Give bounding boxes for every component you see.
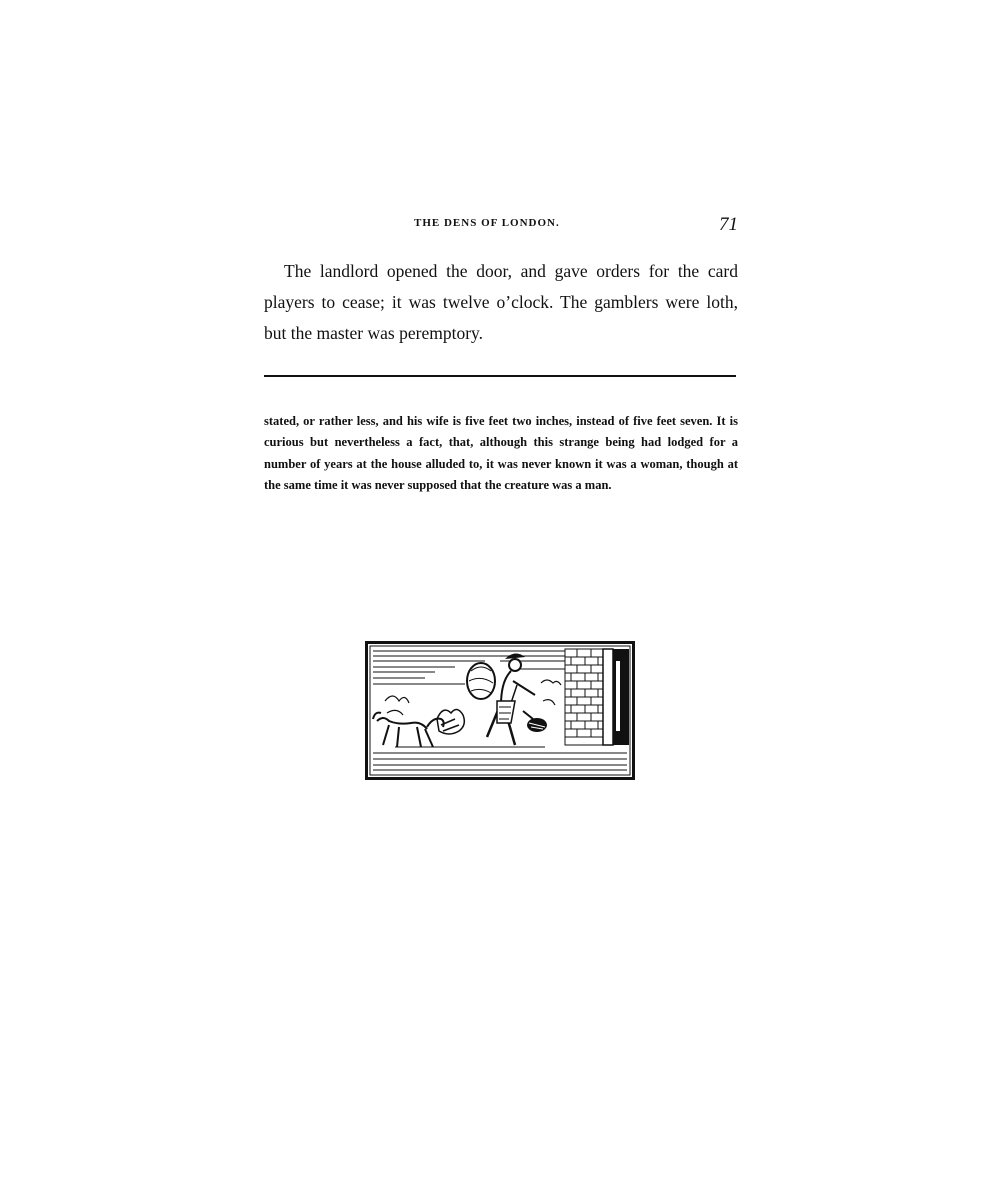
footnote-rule xyxy=(264,375,736,377)
woodcut-vignette xyxy=(365,641,635,780)
running-head xyxy=(264,214,738,238)
doorway xyxy=(603,649,629,745)
footnote-text: stated, or rather less, and his wife is five feet two inches, instead of five feet seven. It is curious but nevertheless a fact, that, although this strange being had lodged for a number of years at the house alluded to, it was never known it was a woman, though at the same time it was never supposed that the creature was a man. xyxy=(264,414,738,493)
brick-wall xyxy=(565,649,603,745)
woodcut-illustration xyxy=(365,641,635,780)
running-title: THE DENS OF LONDON. xyxy=(414,217,560,229)
page-number: 71 xyxy=(719,214,738,235)
body-paragraph: The landlord opened the door, and gave orders for the card players to cease; it was twelve o’clock. The gamblers were loth, but the master was peremptory. xyxy=(264,261,738,343)
